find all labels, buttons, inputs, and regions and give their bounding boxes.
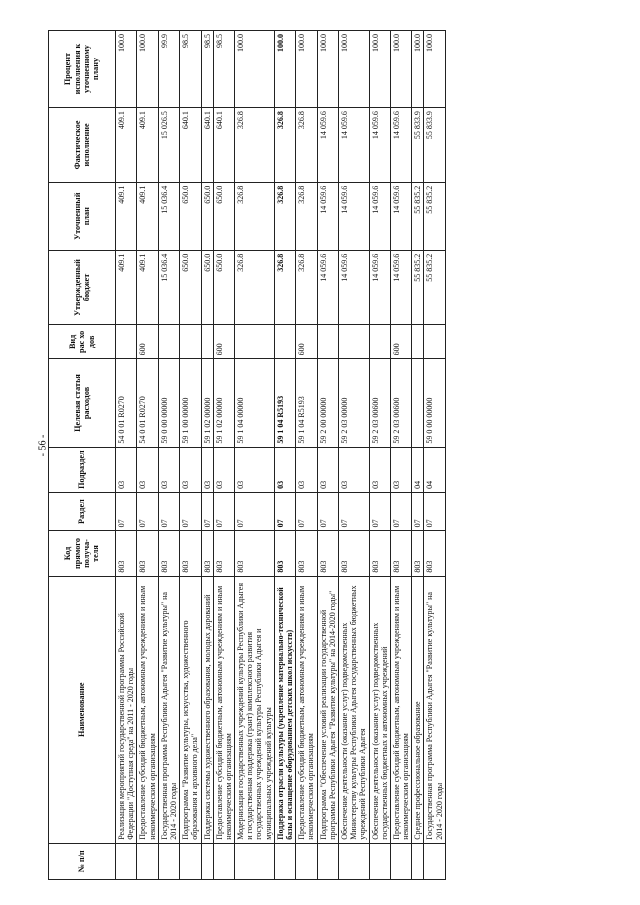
cell-expense-type bbox=[180, 325, 201, 359]
cell-percent: 100.0 bbox=[317, 31, 338, 108]
cell-refined-plan: 326.8 bbox=[235, 182, 275, 250]
cell-subsection: 03 bbox=[180, 447, 201, 492]
cell-subsection: 03 bbox=[338, 447, 369, 492]
cell-number bbox=[296, 843, 317, 879]
cell-target-article bbox=[412, 359, 424, 447]
header-row bbox=[49, 31, 116, 880]
cell-approved-budget: 326.8 bbox=[274, 250, 295, 325]
cell-name: Обеспечение деятельности (оказание услуг) подведомственных государственных бюджетных и автономных учреждений bbox=[369, 576, 390, 843]
cell-number bbox=[116, 843, 137, 879]
cell-approved-budget: 14 059.6 bbox=[317, 250, 338, 325]
cell-recipient-code: 803 bbox=[338, 531, 369, 576]
cell-refined-plan: 14 059.6 bbox=[369, 182, 390, 250]
header-cell: Наименование bbox=[49, 576, 116, 843]
cell-recipient-code: 803 bbox=[158, 531, 179, 576]
table-row bbox=[296, 31, 317, 880]
cell-target-article: 59 2 00 00000 bbox=[317, 359, 338, 447]
cell-expense-type bbox=[201, 325, 213, 359]
cell-subsection: 03 bbox=[116, 447, 137, 492]
cell-actual: 326.8 bbox=[296, 108, 317, 183]
cell-expense-type: 600 bbox=[390, 325, 411, 359]
cell-recipient-code: 803 bbox=[296, 531, 317, 576]
cell-expense-type bbox=[158, 325, 179, 359]
cell-target-article: 54 0 01 R0270 bbox=[116, 359, 137, 447]
cell-section: 07 bbox=[180, 492, 201, 530]
cell-recipient-code: 803 bbox=[317, 531, 338, 576]
cell-target-article: 59 2 03 00600 bbox=[369, 359, 390, 447]
cell-target-article: 59 1 04 R5193 bbox=[296, 359, 317, 447]
cell-expense-type bbox=[116, 325, 137, 359]
cell-percent: 100.0 bbox=[390, 31, 411, 108]
cell-name: Подпрограмма "Обеспечение условий реализации государственной программы Республики Адыгея "Развитие культуры" на 2014-2020 годы" bbox=[317, 576, 338, 843]
cell-subsection: 03 bbox=[369, 447, 390, 492]
cell-subsection: 03 bbox=[390, 447, 411, 492]
header-cell: № п/п bbox=[49, 843, 116, 879]
cell-percent: 100.0 bbox=[116, 31, 137, 108]
table-row bbox=[201, 31, 213, 880]
cell-number bbox=[235, 843, 275, 879]
cell-approved-budget: 650.0 bbox=[180, 250, 201, 325]
table-row bbox=[424, 31, 445, 880]
cell-target-article: 59 1 00 00000 bbox=[180, 359, 201, 447]
header-cell: Утвержденный бюджет bbox=[49, 250, 116, 325]
header-cell: Вид рас хо дов bbox=[49, 325, 116, 359]
cell-section: 07 bbox=[158, 492, 179, 530]
cell-target-article: 59 1 02 00000 bbox=[213, 359, 234, 447]
cell-actual: 326.8 bbox=[235, 108, 275, 183]
cell-expense-type: 600 bbox=[296, 325, 317, 359]
cell-actual: 14 059.6 bbox=[390, 108, 411, 183]
cell-section: 07 bbox=[213, 492, 234, 530]
cell-subsection: 03 bbox=[158, 447, 179, 492]
cell-subsection: 04 bbox=[412, 447, 424, 492]
cell-expense-type bbox=[412, 325, 424, 359]
cell-expense-type bbox=[235, 325, 275, 359]
cell-name: Предоставление субсидий бюджетным, автономным учреждениям и иным некоммерческим организациям bbox=[296, 576, 317, 843]
table-row bbox=[180, 31, 201, 880]
cell-target-article: 59 2 03 00600 bbox=[390, 359, 411, 447]
cell-subsection: 03 bbox=[213, 447, 234, 492]
cell-number bbox=[158, 843, 179, 879]
cell-approved-budget: 326.8 bbox=[296, 250, 317, 325]
cell-actual: 409.1 bbox=[116, 108, 137, 183]
cell-percent: 98.5 bbox=[180, 31, 201, 108]
table-row bbox=[274, 31, 295, 880]
cell-percent: 100.0 bbox=[274, 31, 295, 108]
cell-actual: 409.1 bbox=[137, 108, 158, 183]
cell-percent: 100.0 bbox=[369, 31, 390, 108]
table-row bbox=[235, 31, 275, 880]
cell-target-article: 59 2 03 00000 bbox=[338, 359, 369, 447]
cell-refined-plan: 409.1 bbox=[137, 182, 158, 250]
cell-expense-type: 600 bbox=[137, 325, 158, 359]
cell-subsection: 03 bbox=[296, 447, 317, 492]
cell-section: 07 bbox=[390, 492, 411, 530]
cell-actual: 55 833.9 bbox=[412, 108, 424, 183]
cell-actual: 640.1 bbox=[201, 108, 213, 183]
table-row bbox=[317, 31, 338, 880]
cell-recipient-code: 803 bbox=[412, 531, 424, 576]
cell-approved-budget: 409.1 bbox=[137, 250, 158, 325]
cell-name: Государственная программа Республики Адыгея "Развитие культуры" на 2014 - 2020 годы bbox=[424, 576, 445, 843]
cell-section: 07 bbox=[317, 492, 338, 530]
cell-number bbox=[338, 843, 369, 879]
cell-actual: 55 833.9 bbox=[424, 108, 445, 183]
cell-number bbox=[369, 843, 390, 879]
cell-section: 07 bbox=[116, 492, 137, 530]
cell-recipient-code: 803 bbox=[180, 531, 201, 576]
cell-subsection: 03 bbox=[274, 447, 295, 492]
cell-refined-plan: 326.8 bbox=[296, 182, 317, 250]
cell-name: Предоставление субсидий бюджетным, автономным учреждениям и иным некоммерческим организациям bbox=[390, 576, 411, 843]
cell-section: 07 bbox=[338, 492, 369, 530]
cell-name: Поддержка системы художественного образования, молодых дарований bbox=[201, 576, 213, 843]
cell-percent: 100.0 bbox=[296, 31, 317, 108]
cell-approved-budget: 14 059.6 bbox=[390, 250, 411, 325]
cell-target-article: 59 1 04 00000 bbox=[235, 359, 275, 447]
table-row bbox=[137, 31, 158, 880]
cell-actual: 640.1 bbox=[213, 108, 234, 183]
cell-actual: 326.8 bbox=[274, 108, 295, 183]
cell-target-article: 59 0 00 00000 bbox=[424, 359, 445, 447]
cell-recipient-code: 803 bbox=[390, 531, 411, 576]
cell-approved-budget: 650.0 bbox=[213, 250, 234, 325]
cell-recipient-code: 803 bbox=[235, 531, 275, 576]
table-row bbox=[390, 31, 411, 880]
cell-section: 07 bbox=[369, 492, 390, 530]
cell-refined-plan: 55 835.2 bbox=[424, 182, 445, 250]
cell-percent: 99.9 bbox=[158, 31, 179, 108]
budget-table bbox=[48, 30, 446, 880]
cell-section: 07 bbox=[412, 492, 424, 530]
cell-section: 07 bbox=[201, 492, 213, 530]
table-row bbox=[158, 31, 179, 880]
cell-actual: 640.1 bbox=[180, 108, 201, 183]
cell-name: Государственная программа Республики Адыгея "Развитие культуры" на 2014 - 2020 годы bbox=[158, 576, 179, 843]
page-number: - 56 - bbox=[37, 434, 49, 457]
cell-expense-type: 600 bbox=[213, 325, 234, 359]
cell-recipient-code: 803 bbox=[213, 531, 234, 576]
cell-actual: 14 059.6 bbox=[317, 108, 338, 183]
cell-refined-plan: 14 059.6 bbox=[338, 182, 369, 250]
table-row bbox=[412, 31, 424, 880]
cell-percent: 100.0 bbox=[424, 31, 445, 108]
cell-percent: 98.5 bbox=[201, 31, 213, 108]
table-row bbox=[369, 31, 390, 880]
cell-section: 07 bbox=[424, 492, 445, 530]
cell-refined-plan: 55 835.2 bbox=[412, 182, 424, 250]
cell-expense-type bbox=[274, 325, 295, 359]
cell-subsection: 03 bbox=[235, 447, 275, 492]
cell-subsection: 03 bbox=[137, 447, 158, 492]
cell-approved-budget: 55 835.2 bbox=[412, 250, 424, 325]
cell-name: Предоставление субсидий бюджетным, автономным учреждениям и иным некоммерческим организациям bbox=[137, 576, 158, 843]
cell-number bbox=[274, 843, 295, 879]
cell-refined-plan: 650.0 bbox=[201, 182, 213, 250]
cell-number bbox=[213, 843, 234, 879]
cell-approved-budget: 326.8 bbox=[235, 250, 275, 325]
cell-target-article: 59 1 04 R5193 bbox=[274, 359, 295, 447]
header-cell: Процент исполнения к уточненному плану bbox=[49, 31, 116, 108]
cell-name: Модернизация государственных учреждений культуры Республики Адыгея и государственная поддержка (грант) комплексного развития государственных учреждений культуры Республики Адыгея и муниципальных учреждений культуры bbox=[235, 576, 275, 843]
cell-approved-budget: 14 059.6 bbox=[369, 250, 390, 325]
header-cell: Код прямого получа-теля bbox=[49, 531, 116, 576]
cell-approved-budget: 409.1 bbox=[116, 250, 137, 325]
cell-refined-plan: 409.1 bbox=[116, 182, 137, 250]
header-cell: Уточненный план bbox=[49, 182, 116, 250]
cell-approved-budget: 55 835.2 bbox=[424, 250, 445, 325]
cell-refined-plan: 14 059.6 bbox=[390, 182, 411, 250]
cell-approved-budget: 14 059.6 bbox=[338, 250, 369, 325]
cell-section: 07 bbox=[296, 492, 317, 530]
cell-name: Подпрограмма "Развитие культуры, искусства, художественного образования и архивного дела" bbox=[180, 576, 201, 843]
cell-expense-type bbox=[317, 325, 338, 359]
cell-approved-budget: 15 036.4 bbox=[158, 250, 179, 325]
cell-actual: 14 059.6 bbox=[369, 108, 390, 183]
header-cell: Целевая статья расходов bbox=[49, 359, 116, 447]
cell-name: Предоставление субсидий бюджетным, автономным учреждениям и иным некоммерческим организациям bbox=[213, 576, 234, 843]
cell-number bbox=[424, 843, 445, 879]
cell-recipient-code: 803 bbox=[274, 531, 295, 576]
cell-number bbox=[180, 843, 201, 879]
table-row bbox=[338, 31, 369, 880]
cell-number bbox=[412, 843, 424, 879]
cell-percent: 100.0 bbox=[235, 31, 275, 108]
cell-name: Реализация мероприятий государственной программы Российской Федерации "Доступная среда" на 2011 - 2020 годы bbox=[116, 576, 137, 843]
cell-section: 07 bbox=[274, 492, 295, 530]
cell-name: Поддержка отрасли культуры (укрепление материально-технической базы и оснащение оборудованием детских школ искусств) bbox=[274, 576, 295, 843]
cell-approved-budget: 650.0 bbox=[201, 250, 213, 325]
cell-refined-plan: 15 036.4 bbox=[158, 182, 179, 250]
cell-expense-type bbox=[369, 325, 390, 359]
cell-expense-type bbox=[338, 325, 369, 359]
cell-number bbox=[201, 843, 213, 879]
cell-recipient-code: 803 bbox=[137, 531, 158, 576]
table-row bbox=[213, 31, 234, 880]
header-cell: Раздел bbox=[49, 492, 116, 530]
cell-name: Обеспечение деятельности (оказание услуг) подведомственных Министерству культуры Республики Адыгея государственных бюджетных учреждений Республики Адыгея bbox=[338, 576, 369, 843]
cell-expense-type bbox=[424, 325, 445, 359]
cell-refined-plan: 650.0 bbox=[180, 182, 201, 250]
cell-section: 07 bbox=[137, 492, 158, 530]
cell-name: Среднее профессиональное образование bbox=[412, 576, 424, 843]
cell-subsection: 04 bbox=[424, 447, 445, 492]
header-cell: Подраздел bbox=[49, 447, 116, 492]
cell-number bbox=[317, 843, 338, 879]
header-cell: Фактическое исполнение bbox=[49, 108, 116, 183]
cell-recipient-code: 803 bbox=[201, 531, 213, 576]
cell-percent: 100.0 bbox=[412, 31, 424, 108]
cell-subsection: 03 bbox=[317, 447, 338, 492]
cell-number bbox=[390, 843, 411, 879]
cell-refined-plan: 326.8 bbox=[274, 182, 295, 250]
cell-recipient-code: 803 bbox=[369, 531, 390, 576]
cell-actual: 15 026.5 bbox=[158, 108, 179, 183]
cell-target-article: 59 1 02 00000 bbox=[201, 359, 213, 447]
cell-percent: 100.0 bbox=[338, 31, 369, 108]
cell-number bbox=[137, 843, 158, 879]
cell-percent: 100.0 bbox=[137, 31, 158, 108]
cell-recipient-code: 803 bbox=[116, 531, 137, 576]
cell-refined-plan: 14 059.6 bbox=[317, 182, 338, 250]
cell-percent: 98.5 bbox=[213, 31, 234, 108]
cell-target-article: 54 0 01 R0270 bbox=[137, 359, 158, 447]
cell-subsection: 03 bbox=[201, 447, 213, 492]
cell-actual: 14 059.6 bbox=[338, 108, 369, 183]
cell-refined-plan: 650.0 bbox=[213, 182, 234, 250]
cell-section: 07 bbox=[235, 492, 275, 530]
cell-target-article: 59 0 00 00000 bbox=[158, 359, 179, 447]
cell-recipient-code: 803 bbox=[424, 531, 445, 576]
rotated-page bbox=[48, 30, 608, 880]
table-row bbox=[116, 31, 137, 880]
